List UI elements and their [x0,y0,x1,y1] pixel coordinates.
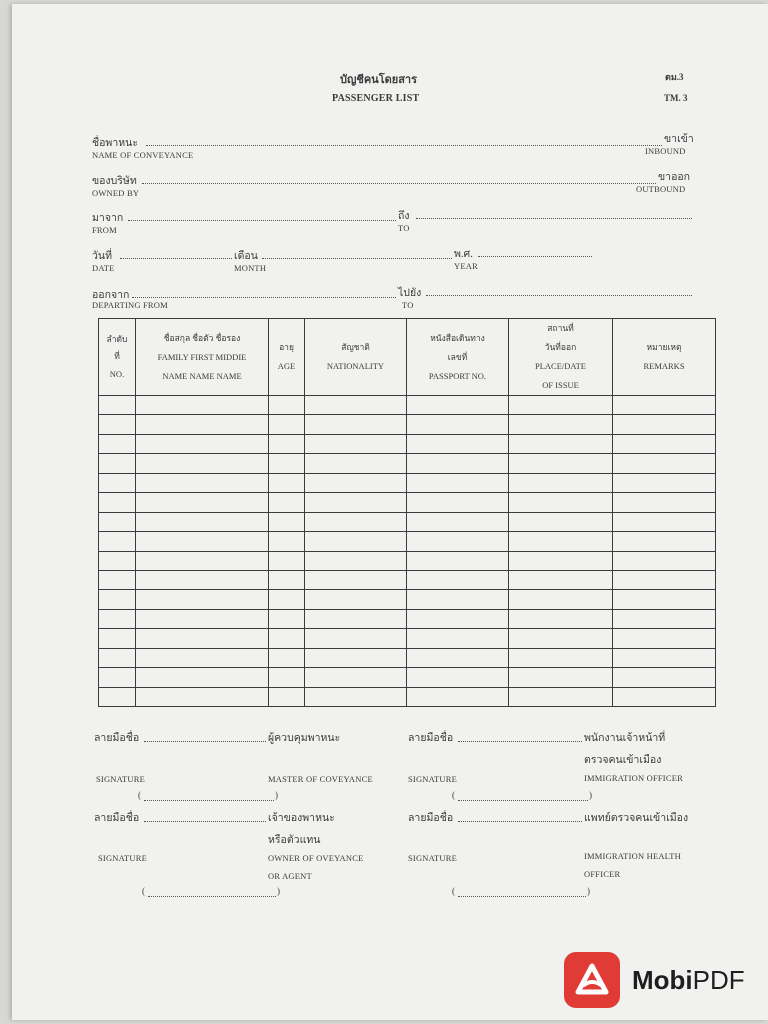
passenger-rows [99,396,716,707]
year-label-thai: พ.ศ. [454,249,473,260]
immig-label-thai-1: พนักงานเจ้าหน้าที่ [584,733,666,744]
table-cell[interactable] [269,396,305,415]
table-cell[interactable] [136,396,269,415]
table-cell[interactable] [407,396,509,415]
col-remarks-english: REMARKS [643,361,685,371]
name3-paren-close: ) [277,886,280,896]
table-cell[interactable] [509,668,613,687]
mobipdf-watermark [564,952,745,1008]
sig3-label-thai: ลายมือชื่อ [94,813,140,824]
immig-label-english: IMMIGRATION OFFICER [584,773,683,783]
table-cell[interactable] [509,493,613,512]
table-cell[interactable] [613,532,716,551]
col-place-thai-2: วันที่ออก [544,342,577,352]
sig2-line[interactable] [458,741,582,742]
table-row [99,668,716,687]
to-label-thai: ถึง [398,211,410,222]
col-passport-english: PASSPORT NO. [428,370,487,381]
health-label-english-1: IMMIGRATION HEALTH [584,851,682,861]
table-cell[interactable] [613,609,716,628]
table-cell[interactable] [613,493,716,512]
table-cell[interactable] [509,551,613,570]
col-header-name [136,319,269,396]
to2-label-english: TO [402,300,414,310]
table-row [99,434,716,453]
table-cell[interactable] [509,512,613,531]
table-cell[interactable] [613,434,716,453]
table-cell[interactable] [136,687,269,706]
outbound-label-thai: ขาออก [658,172,691,183]
from-label-english: FROM [92,225,117,235]
departing-line[interactable] [132,297,396,298]
table-cell[interactable] [305,473,407,492]
month-label-english: MONTH [234,263,267,273]
to-line[interactable] [416,218,692,219]
table-row [99,415,716,434]
owned-label-english: OWNED BY [92,188,140,198]
mobipdf-logo-glyph [575,963,609,997]
table-cell[interactable] [136,434,269,453]
table-cell[interactable] [99,668,136,687]
table-cell[interactable] [269,551,305,570]
table-cell[interactable] [407,668,509,687]
table-cell[interactable] [305,609,407,628]
table-cell[interactable] [136,668,269,687]
table-cell[interactable] [269,668,305,687]
col-nationality-thai: สัญชาติ [341,342,370,352]
month-label-thai: เดือน [234,251,258,262]
table-cell[interactable] [509,590,613,609]
table-row [99,551,716,570]
sig3-label-english: SIGNATURE [98,853,148,863]
year-line[interactable] [478,256,592,257]
name2-paren-close: ) [589,790,592,800]
sig4-label-english: SIGNATURE [408,853,458,863]
table-cell[interactable] [99,687,136,706]
col-remarks-thai: หมายเหตุ [646,342,682,352]
table-cell[interactable] [269,532,305,551]
table-cell[interactable] [269,434,305,453]
table-cell[interactable] [509,415,613,434]
table-cell[interactable] [136,609,269,628]
table-cell[interactable] [407,551,509,570]
from-line[interactable] [128,220,396,221]
table-cell[interactable] [305,590,407,609]
table-cell[interactable] [407,648,509,667]
table-cell[interactable] [407,434,509,453]
table-cell[interactable] [136,512,269,531]
conveyance-label-thai: ชื่อพาหนะ [92,138,138,149]
table-cell[interactable] [99,493,136,512]
table-cell[interactable] [269,415,305,434]
table-cell[interactable] [305,687,407,706]
outbound-label-english: OUTBOUND [636,184,686,194]
table-cell[interactable] [305,551,407,570]
table-cell[interactable] [269,648,305,667]
table-cell[interactable] [613,648,716,667]
conveyance-label-english: NAME OF CONVEYANCE [92,150,194,160]
table-cell[interactable] [305,396,407,415]
table-cell[interactable] [509,434,613,453]
sig1-line[interactable] [144,741,266,742]
table-cell[interactable] [99,454,136,473]
table-cell[interactable] [99,512,136,531]
owned-line[interactable] [142,183,656,184]
sig2-label-thai: ลายมือชื่อ [408,733,454,744]
title-english: PASSENGER LIST [332,93,420,104]
name4-paren-close: ) [587,886,590,896]
table-cell[interactable] [509,609,613,628]
to2-label-thai: ไปยัง [398,288,422,299]
col-header-place-date [509,319,613,396]
col-header-age [269,319,305,396]
table-cell[interactable] [269,473,305,492]
date-label-thai: วันที่ [92,251,112,262]
table-cell[interactable] [613,687,716,706]
name1-paren-open: ( [138,790,141,800]
table-row [99,648,716,667]
table-cell[interactable] [407,570,509,589]
col-name-thai: ชื่อสกุล ชื่อตัว ชื่อรอง [163,332,241,343]
departing-label-english: DEPARTING FROM [92,300,168,310]
table-cell[interactable] [136,493,269,512]
table-cell[interactable] [305,532,407,551]
col-name-english-1: FAMILY FIRST MIDDIE [157,351,247,362]
passenger-table [98,318,716,707]
table-row [99,396,716,415]
table-cell[interactable] [613,629,716,648]
col-place-english-2: OF ISSUE [542,380,579,390]
table-cell[interactable] [305,415,407,434]
table-cell[interactable] [305,493,407,512]
table-cell[interactable] [509,570,613,589]
table-cell[interactable] [269,590,305,609]
table-cell[interactable] [407,609,509,628]
table-cell[interactable] [613,512,716,531]
table-header-row [99,319,716,396]
table-cell[interactable] [269,609,305,628]
to2-line[interactable] [426,295,692,296]
owner-label-thai-2: หรือตัวแทน [268,835,321,846]
name2-paren-open: ( [452,790,455,800]
health-label-thai: แพทย์ตรวจคนเข้าเมือง [584,813,689,824]
table-cell[interactable] [613,415,716,434]
table-row [99,454,716,473]
name4-paren-open: ( [452,886,455,896]
table-cell[interactable] [509,687,613,706]
form-code-thai: ตม.3 [665,72,684,82]
sig4-label-thai: ลายมือชื่อ [408,813,454,824]
table-row [99,609,716,628]
table-cell[interactable] [613,570,716,589]
col-name-english-2: NAME NAME NAME [162,370,242,381]
title-thai: บัญชีคนโดยสาร [340,74,417,86]
table-cell[interactable] [407,532,509,551]
table-cell[interactable] [509,629,613,648]
sig3-line[interactable] [144,821,266,822]
table-cell[interactable] [305,512,407,531]
brand-name-rest: PDF [692,964,745,995]
owner-label-english-1: OWNER OF OVEYANCE [268,853,364,863]
table-cell[interactable] [613,473,716,492]
table-cell[interactable] [407,687,509,706]
table-cell[interactable] [509,473,613,492]
table-cell[interactable] [269,687,305,706]
name1-paren-close: ) [275,790,278,800]
table-cell[interactable] [407,512,509,531]
table-cell[interactable] [136,532,269,551]
date-line[interactable] [120,258,232,259]
table-cell[interactable] [509,454,613,473]
table-cell[interactable] [99,532,136,551]
name3-paren-open: ( [142,886,145,896]
departing-label-thai: ออกจาก [92,290,130,301]
table-cell[interactable] [407,415,509,434]
owner-label-english-2: OR AGENT [268,871,312,881]
table-cell[interactable] [269,493,305,512]
table-cell[interactable] [136,473,269,492]
table-row [99,493,716,512]
table-cell[interactable] [305,454,407,473]
table-cell[interactable] [613,396,716,415]
brand-name-bold: Mobi [632,964,693,995]
name3-line[interactable] [148,896,276,897]
table-cell[interactable] [99,609,136,628]
table-cell[interactable] [407,590,509,609]
table-cell[interactable] [407,629,509,648]
table-cell[interactable] [305,648,407,667]
form-code-english: TM. 3 [664,93,688,103]
table-cell[interactable] [99,629,136,648]
table-cell[interactable] [99,473,136,492]
month-line[interactable] [262,258,452,259]
table-cell[interactable] [269,454,305,473]
owned-label-thai: ของบริษัท [92,176,137,187]
table-cell[interactable] [509,396,613,415]
col-no-english: NO. [109,368,125,379]
from-label-thai: มาจาก [92,213,124,224]
table-cell[interactable] [509,532,613,551]
sig1-label-thai: ลายมือชื่อ [94,733,140,744]
sig4-line[interactable] [458,821,582,822]
table-cell[interactable] [269,629,305,648]
mobipdf-wordmark [632,965,745,996]
immig-label-thai-2: ตรวจคนเข้าเมือง [584,755,662,766]
table-cell[interactable] [99,648,136,667]
table-row [99,570,716,589]
name1-line[interactable] [144,800,274,801]
name4-line[interactable] [458,896,586,897]
table-cell[interactable] [407,473,509,492]
master-label-thai: ผู้ควบคุมพาหนะ [268,733,341,744]
table-cell[interactable] [99,415,136,434]
table-cell[interactable] [305,629,407,648]
health-label-english-2: OFFICER [584,869,621,879]
mobipdf-logo-icon [564,952,620,1008]
col-header-nationality [305,319,407,396]
table-cell[interactable] [136,648,269,667]
col-header-no [99,319,136,396]
date-label-english: DATE [92,263,115,273]
table-cell[interactable] [407,493,509,512]
col-age-english: AGE [277,361,296,371]
year-label-english: YEAR [454,261,478,271]
col-place-thai-1: สถานที่ [547,323,574,333]
table-cell[interactable] [305,668,407,687]
table-cell[interactable] [99,434,136,453]
conveyance-line[interactable] [146,145,662,146]
table-cell[interactable] [613,668,716,687]
master-label-english: MASTER OF COVEYANCE [268,774,373,784]
name2-line[interactable] [458,800,588,801]
col-age-thai: อายุ [279,342,294,352]
document-sheet [12,4,768,1020]
table-cell[interactable] [509,648,613,667]
table-cell[interactable] [305,570,407,589]
col-nationality-english: NATIONALITY [326,361,385,371]
table-cell[interactable] [305,434,407,453]
table-cell[interactable] [99,396,136,415]
table-cell[interactable] [613,454,716,473]
col-header-passport [407,319,509,396]
col-passport-thai-1: หนังสือเดินทาง [430,332,485,343]
col-passport-thai-2: เลขที่ [447,351,468,362]
table-cell[interactable] [136,570,269,589]
col-no-thai: ลำดับที่ [106,333,128,361]
to-label-english: TO [398,223,410,233]
sig2-label-english: SIGNATURE [408,774,458,784]
table-cell[interactable] [136,590,269,609]
col-place-english-1: PLACE/DATE [535,361,586,371]
table-cell[interactable] [99,570,136,589]
sig1-label-english: SIGNATURE [96,774,146,784]
table-cell[interactable] [136,629,269,648]
table-row [99,532,716,551]
table-row [99,512,716,531]
table-cell[interactable] [269,570,305,589]
inbound-label-thai: ขาเข้า [664,134,694,145]
col-header-remarks [613,319,716,396]
table-cell[interactable] [613,590,716,609]
table-row [99,687,716,706]
table-cell[interactable] [136,551,269,570]
table-cell[interactable] [136,454,269,473]
table-cell[interactable] [136,415,269,434]
owner-label-thai-1: เจ้าของพาหนะ [268,813,335,824]
table-cell[interactable] [99,551,136,570]
table-cell[interactable] [407,454,509,473]
table-row [99,629,716,648]
table-cell[interactable] [99,590,136,609]
table-cell[interactable] [269,512,305,531]
table-cell[interactable] [613,551,716,570]
table-row [99,590,716,609]
inbound-label-english: INBOUND [645,146,686,156]
table-row [99,473,716,492]
